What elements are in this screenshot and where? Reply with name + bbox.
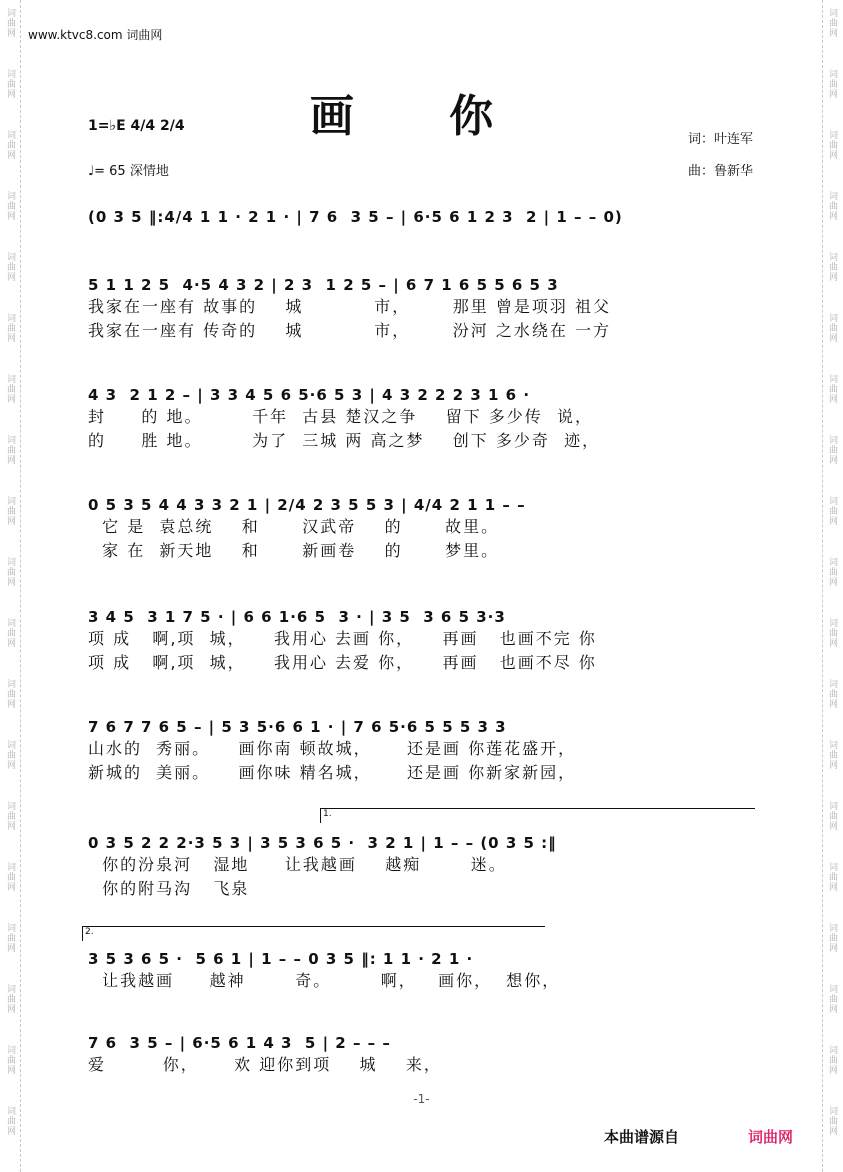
watermark-text: 词曲网	[827, 252, 837, 282]
watermark-text: 词曲网	[827, 374, 837, 404]
lyric-verse-2: 家 在 新天地 和 新画卷 的 梦里。	[88, 541, 500, 560]
lyric-verse-2: 你的附马沟 飞泉	[88, 879, 250, 898]
notation-row: 4 3 2 1 2 – | 3 3 4 5 6 5·6 5 3 | 4 3 2 2 2 3 1 6 ·	[88, 386, 531, 404]
notation-row: 3 5 3 6 5 · 5 6 1 | 1 – – 0 3 5 ‖: 1 1 · 2 1 ·	[88, 950, 474, 968]
watermark-text: 词曲网	[5, 679, 15, 709]
lyric-verse-2: 的 胜 地。 为了 三城 两 高之梦 创下 多少奇 迹，	[88, 431, 601, 450]
lyric-verse-1: 我家在一座有 故事的 城 市， 那里 曾是项羽 祖父	[88, 297, 611, 316]
notation-row: 0 5 3 5 4 4 3 3 2 1 | 2/4 2 3 5 5 3 | 4/4 2 1 1 – –	[88, 496, 526, 514]
watermark-text: 词曲网	[5, 740, 15, 770]
watermark-text: 词曲网	[5, 374, 15, 404]
watermark-text: 词曲网	[827, 679, 837, 709]
staff-line	[88, 200, 756, 274]
watermark-text: 词曲网	[827, 69, 837, 99]
watermark-text: 词曲网	[5, 496, 15, 526]
lyric-verse-1	[88, 226, 756, 250]
site-url: www.ktvc8.com 词曲网	[28, 28, 163, 42]
lyric-verse-2: 新城的 美丽。 画你味 精名城， 还是画 你新家新园，	[88, 763, 577, 782]
watermark-text: 词曲网	[5, 191, 15, 221]
watermark-text: 词曲网	[827, 1106, 837, 1136]
staff-line	[88, 378, 756, 452]
watermark-text: 词曲网	[5, 801, 15, 831]
watermark-text: 词曲网	[827, 313, 837, 343]
lyric-verse-1: 它 是 袁总统 和 汉武帝 的 故里。	[88, 517, 500, 536]
lyric-verse-1: 山水的 秀丽。 画你南 顿故城， 还是画 你莲花盛开，	[88, 739, 577, 758]
watermark-text: 词曲网	[827, 191, 837, 221]
notation-row: 7 6 3 5 – | 6·5 6 1 4 3 5 | 2 – – –	[88, 1034, 391, 1052]
composer-credit: 曲：鲁新华	[687, 164, 753, 179]
lyricist-credit: 词：叶连军	[687, 132, 753, 147]
staff-line	[88, 942, 756, 1016]
lyric-verse-1: 让我越画 越神 奇。 啊， 画你， 想你，	[88, 971, 561, 990]
watermark-text: 词曲网	[5, 984, 15, 1014]
watermark-text: 词曲网	[5, 862, 15, 892]
watermark-text: 词曲网	[827, 923, 837, 953]
lyric-verse-1: 项 成 啊,项 城， 我用心 去画 你， 再画 也画不完 你	[88, 629, 597, 648]
lyric-verse-1: 你的汾泉河 湿地 让我越画 越痴 迷。	[88, 855, 507, 874]
watermark-text: 词曲网	[827, 496, 837, 526]
staff-line	[88, 710, 756, 784]
watermark-text: 词曲网	[5, 252, 15, 282]
watermark-text: 词曲网	[827, 557, 837, 587]
watermark-text: 词曲网	[5, 618, 15, 648]
watermark-text: 词曲网	[5, 923, 15, 953]
source-site-link[interactable]: 词曲网	[748, 1128, 794, 1146]
song-title: 画 你	[309, 91, 534, 142]
lyric-verse-2	[88, 992, 756, 1016]
volta-second-ending: 2.	[82, 926, 545, 941]
key-signature: 1=♭E 4/4 2/4	[88, 118, 185, 134]
page-number: -1-	[413, 1092, 430, 1106]
watermark-text: 词曲网	[827, 618, 837, 648]
tempo-marking: ♩= 65 深情地	[88, 164, 169, 179]
volta-first-ending: 1.	[320, 808, 755, 823]
staff-line	[88, 268, 756, 342]
watermark-text: 词曲网	[5, 313, 15, 343]
watermark-text: 词曲网	[827, 8, 837, 38]
lyric-verse-1: 爱 你， 欢 迎你到项 城 来，	[88, 1055, 442, 1074]
staff-line	[88, 488, 756, 562]
watermark-text: 词曲网	[5, 69, 15, 99]
watermark-text: 词曲网	[827, 984, 837, 1014]
notation-row: 3 4 5 3 1 7 5 · | 6 6 1·6 5 3 · | 3 5 3 6 5 3·3	[88, 608, 506, 626]
source-label: 本曲谱源自	[604, 1128, 680, 1146]
lyric-verse-1: 封 的 地。 千年 古县 楚汉之争 留下 多少传 说，	[88, 407, 593, 426]
watermark-text: 词曲网	[827, 801, 837, 831]
watermark-text: 词曲网	[827, 862, 837, 892]
staff-line	[88, 1026, 756, 1100]
notation-row: 0 3 5 2 2 2·3 5 3 | 3 5 3 6 5 · 3 2 1 | 1 – – (0 3 5 :‖	[88, 834, 557, 852]
watermark-text: 词曲网	[827, 740, 837, 770]
watermark-text: 词曲网	[827, 130, 837, 160]
notation-row: (0 3 5 ‖:4/4 1 1 · 2 1 · | 7 6 3 5 – | 6·5 6 1 2 3 2 | 1 – – 0)	[88, 208, 623, 226]
lyric-verse-2: 我家在一座有 传奇的 城 市， 汾河 之水绕在 一方	[88, 321, 611, 340]
notation-row: 5 1 1 2 5 4·5 4 3 2 | 2 3 1 2 5 – | 6 7 1 6 5 5 6 5 3	[88, 276, 559, 294]
watermark-text: 词曲网	[827, 1045, 837, 1075]
watermark-text: 词曲网	[5, 1106, 15, 1136]
lyric-verse-2: 项 成 啊,项 城， 我用心 去爱 你， 再画 也画不尽 你	[88, 653, 597, 672]
watermark-text: 词曲网	[5, 1045, 15, 1075]
watermark-text: 词曲网	[5, 435, 15, 465]
watermark-text: 词曲网	[5, 8, 15, 38]
notation-row: 7 6 7 7 6 5 – | 5 3 5·6 6 1 · | 7 6 5·6 5 5 5 3 3	[88, 718, 507, 736]
watermark-text: 词曲网	[827, 435, 837, 465]
staff-line	[88, 600, 756, 674]
staff-line	[88, 826, 756, 900]
watermark-text: 词曲网	[5, 130, 15, 160]
watermark-text: 词曲网	[5, 557, 15, 587]
